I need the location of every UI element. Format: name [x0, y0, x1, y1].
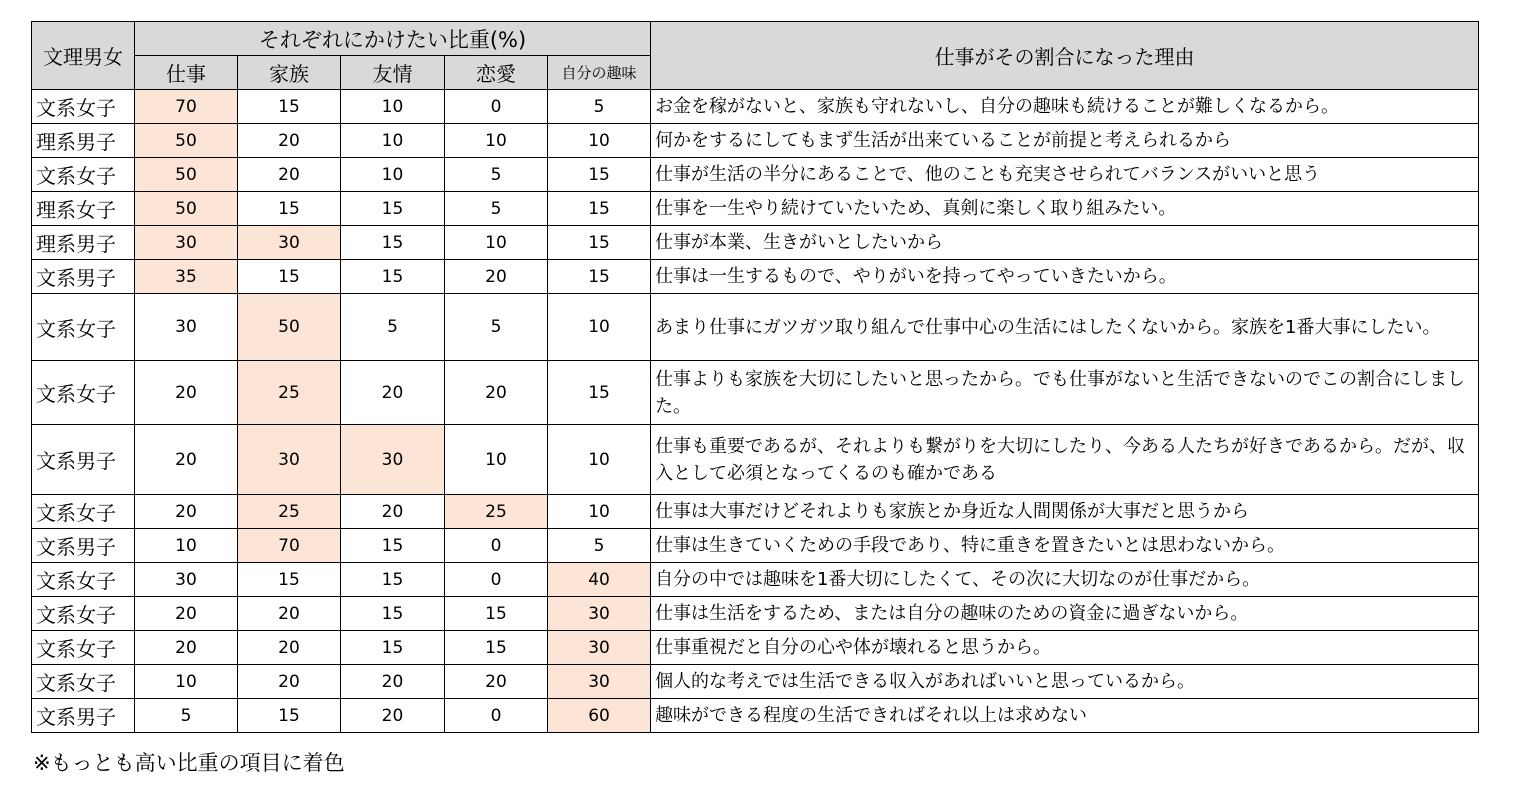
weight-cell: 30: [548, 597, 651, 631]
row-category: 理系女子: [32, 192, 135, 226]
weight-cell: 10: [135, 665, 238, 699]
weight-cell: 15: [341, 226, 445, 260]
row-category: 文系男子: [32, 529, 135, 563]
row-category: 理系男子: [32, 124, 135, 158]
weight-cell: 20: [135, 425, 238, 495]
weight-cell: 15: [548, 158, 651, 192]
reason-cell: 仕事も重要であるが、それよりも繋がりを大切にしたり、今ある人たちが好きであるから。だが、収入として必須となってくるのも確かである: [651, 425, 1479, 495]
weight-cell: 10: [341, 90, 445, 124]
header-weight-group: それぞれにかけたい比重(%): [135, 22, 651, 56]
survey-table: [31, 21, 1479, 733]
table-row: [32, 124, 1479, 158]
row-category: 文系男子: [32, 699, 135, 733]
header-reason: 仕事がその割合になった理由: [651, 22, 1479, 90]
weight-cell: 15: [238, 563, 341, 597]
weight-cell: 20: [135, 495, 238, 529]
weight-cell: 35: [135, 260, 238, 294]
weight-cell: 60: [548, 699, 651, 733]
row-category: 文系女子: [32, 563, 135, 597]
reason-cell: 仕事が本業、生きがいとしたいから: [651, 226, 1479, 260]
weight-cell: 15: [238, 90, 341, 124]
weight-cell: 5: [548, 90, 651, 124]
weight-cell: 15: [341, 192, 445, 226]
reason-cell: 仕事よりも家族を大切にしたいと思ったから。でも仕事がないと生活できないのでこの割合にしました。: [651, 361, 1479, 425]
weight-cell: 30: [238, 226, 341, 260]
row-category: 文系女子: [32, 361, 135, 425]
table-row: [32, 260, 1479, 294]
weight-cell: 15: [341, 631, 445, 665]
weight-cell: 15: [548, 260, 651, 294]
weight-cell: 15: [445, 597, 548, 631]
reason-cell: 何かをするにしてもまず生活が出来ていることが前提と考えられるから: [651, 124, 1479, 158]
weight-cell: 0: [445, 563, 548, 597]
weight-cell: 20: [238, 158, 341, 192]
weight-cell: 20: [135, 631, 238, 665]
weight-cell: 30: [238, 425, 341, 495]
weight-cell: 20: [341, 665, 445, 699]
weight-cell: 15: [548, 192, 651, 226]
weight-cell: 30: [341, 425, 445, 495]
weight-cell: 10: [341, 158, 445, 192]
row-category: 文系女子: [32, 495, 135, 529]
weight-cell: 10: [548, 294, 651, 361]
weight-cell: 10: [341, 124, 445, 158]
weight-cell: 20: [341, 361, 445, 425]
weight-cell: 70: [238, 529, 341, 563]
table-row: [32, 192, 1479, 226]
weight-cell: 20: [135, 361, 238, 425]
table-row: [32, 294, 1479, 361]
row-category: 文系女子: [32, 90, 135, 124]
table-row: [32, 699, 1479, 733]
table-row: [32, 425, 1479, 495]
weight-cell: 50: [135, 158, 238, 192]
header-friendship: 友情: [341, 56, 445, 90]
weight-cell: 10: [548, 495, 651, 529]
weight-cell: 50: [135, 124, 238, 158]
reason-cell: 仕事が生活の半分にあることで、他のことも充実させられてバランスがいいと思う: [651, 158, 1479, 192]
weight-cell: 25: [238, 361, 341, 425]
weight-cell: 15: [341, 563, 445, 597]
weight-cell: 20: [341, 495, 445, 529]
weight-cell: 20: [445, 361, 548, 425]
weight-cell: 15: [341, 260, 445, 294]
reason-cell: 仕事は生活をするため、または自分の趣味のための資金に過ぎないから。: [651, 597, 1479, 631]
weight-cell: 10: [445, 425, 548, 495]
row-category: 文系男子: [32, 260, 135, 294]
header-family: 家族: [238, 56, 341, 90]
weight-cell: 15: [238, 699, 341, 733]
weight-cell: 15: [341, 529, 445, 563]
reason-cell: 個人的な考えでは生活できる収入があればいいと思っているから。: [651, 665, 1479, 699]
reason-cell: 自分の中では趣味を1番大切にしたくて、その次に大切なのが仕事だから。: [651, 563, 1479, 597]
weight-cell: 10: [445, 124, 548, 158]
weight-cell: 40: [548, 563, 651, 597]
table-row: [32, 361, 1479, 425]
weight-cell: 15: [341, 597, 445, 631]
reason-cell: 仕事重視だと自分の心や体が壊れると思うから。: [651, 631, 1479, 665]
weight-cell: 20: [445, 665, 548, 699]
row-category: 理系男子: [32, 226, 135, 260]
header-romance: 恋愛: [445, 56, 548, 90]
table-row: [32, 158, 1479, 192]
weight-cell: 15: [445, 631, 548, 665]
header-hobby: 自分の趣味: [548, 56, 651, 90]
weight-cell: 20: [445, 260, 548, 294]
header-category: 文理男女: [32, 22, 135, 90]
weight-cell: 20: [238, 665, 341, 699]
table-body: [32, 90, 1479, 733]
reason-cell: お金を稼がないと、家族も守れないし、自分の趣味も続けることが難しくなるから。: [651, 90, 1479, 124]
header-work: 仕事: [135, 56, 238, 90]
weight-cell: 20: [341, 699, 445, 733]
weight-cell: 20: [238, 631, 341, 665]
weight-cell: 20: [238, 124, 341, 158]
weight-cell: 10: [135, 529, 238, 563]
reason-cell: あまり仕事にガツガツ取り組んで仕事中心の生活にはしたくないから。家族を1番大事にしたい。: [651, 294, 1479, 361]
weight-cell: 5: [445, 158, 548, 192]
weight-cell: 20: [238, 597, 341, 631]
row-category: 文系女子: [32, 294, 135, 361]
weight-cell: 20: [135, 597, 238, 631]
weight-cell: 30: [548, 631, 651, 665]
table-row: [32, 665, 1479, 699]
weight-cell: 50: [238, 294, 341, 361]
weight-cell: 5: [548, 529, 651, 563]
weight-cell: 0: [445, 699, 548, 733]
weight-cell: 30: [135, 294, 238, 361]
reason-cell: 趣味ができる程度の生活できればそれ以上は求めない: [651, 699, 1479, 733]
reason-cell: 仕事は大事だけどそれよりも家族とか身近な人間関係が大事だと思うから: [651, 495, 1479, 529]
weight-cell: 10: [445, 226, 548, 260]
weight-cell: 10: [548, 425, 651, 495]
footnote: ※もっとも高い比重の項目に着色: [33, 751, 345, 775]
row-category: 文系女子: [32, 631, 135, 665]
table-row: [32, 529, 1479, 563]
table-row: [32, 563, 1479, 597]
reason-cell: 仕事は生きていくための手段であり、特に重きを置きたいとは思わないから。: [651, 529, 1479, 563]
weight-cell: 5: [445, 192, 548, 226]
reason-cell: 仕事は一生するもので、やりがいを持ってやっていきたいから。: [651, 260, 1479, 294]
weight-cell: 15: [548, 226, 651, 260]
weight-cell: 5: [445, 294, 548, 361]
weight-cell: 15: [238, 260, 341, 294]
weight-cell: 15: [238, 192, 341, 226]
row-category: 文系女子: [32, 597, 135, 631]
weight-cell: 70: [135, 90, 238, 124]
weight-cell: 50: [135, 192, 238, 226]
row-category: 文系女子: [32, 665, 135, 699]
weight-cell: 5: [341, 294, 445, 361]
table-row: [32, 226, 1479, 260]
row-category: 文系男子: [32, 425, 135, 495]
row-category: 文系女子: [32, 158, 135, 192]
weight-cell: 15: [548, 361, 651, 425]
weight-cell: 0: [445, 529, 548, 563]
table-row: [32, 631, 1479, 665]
weight-cell: 30: [548, 665, 651, 699]
table-row: [32, 90, 1479, 124]
table-row: [32, 597, 1479, 631]
weight-cell: 25: [445, 495, 548, 529]
weight-cell: 0: [445, 90, 548, 124]
weight-cell: 10: [548, 124, 651, 158]
weight-cell: 30: [135, 563, 238, 597]
weight-cell: 25: [238, 495, 341, 529]
reason-cell: 仕事を一生やり続けていたいため、真剣に楽しく取り組みたい。: [651, 192, 1479, 226]
table-row: [32, 495, 1479, 529]
weight-cell: 30: [135, 226, 238, 260]
weight-cell: 5: [135, 699, 238, 733]
